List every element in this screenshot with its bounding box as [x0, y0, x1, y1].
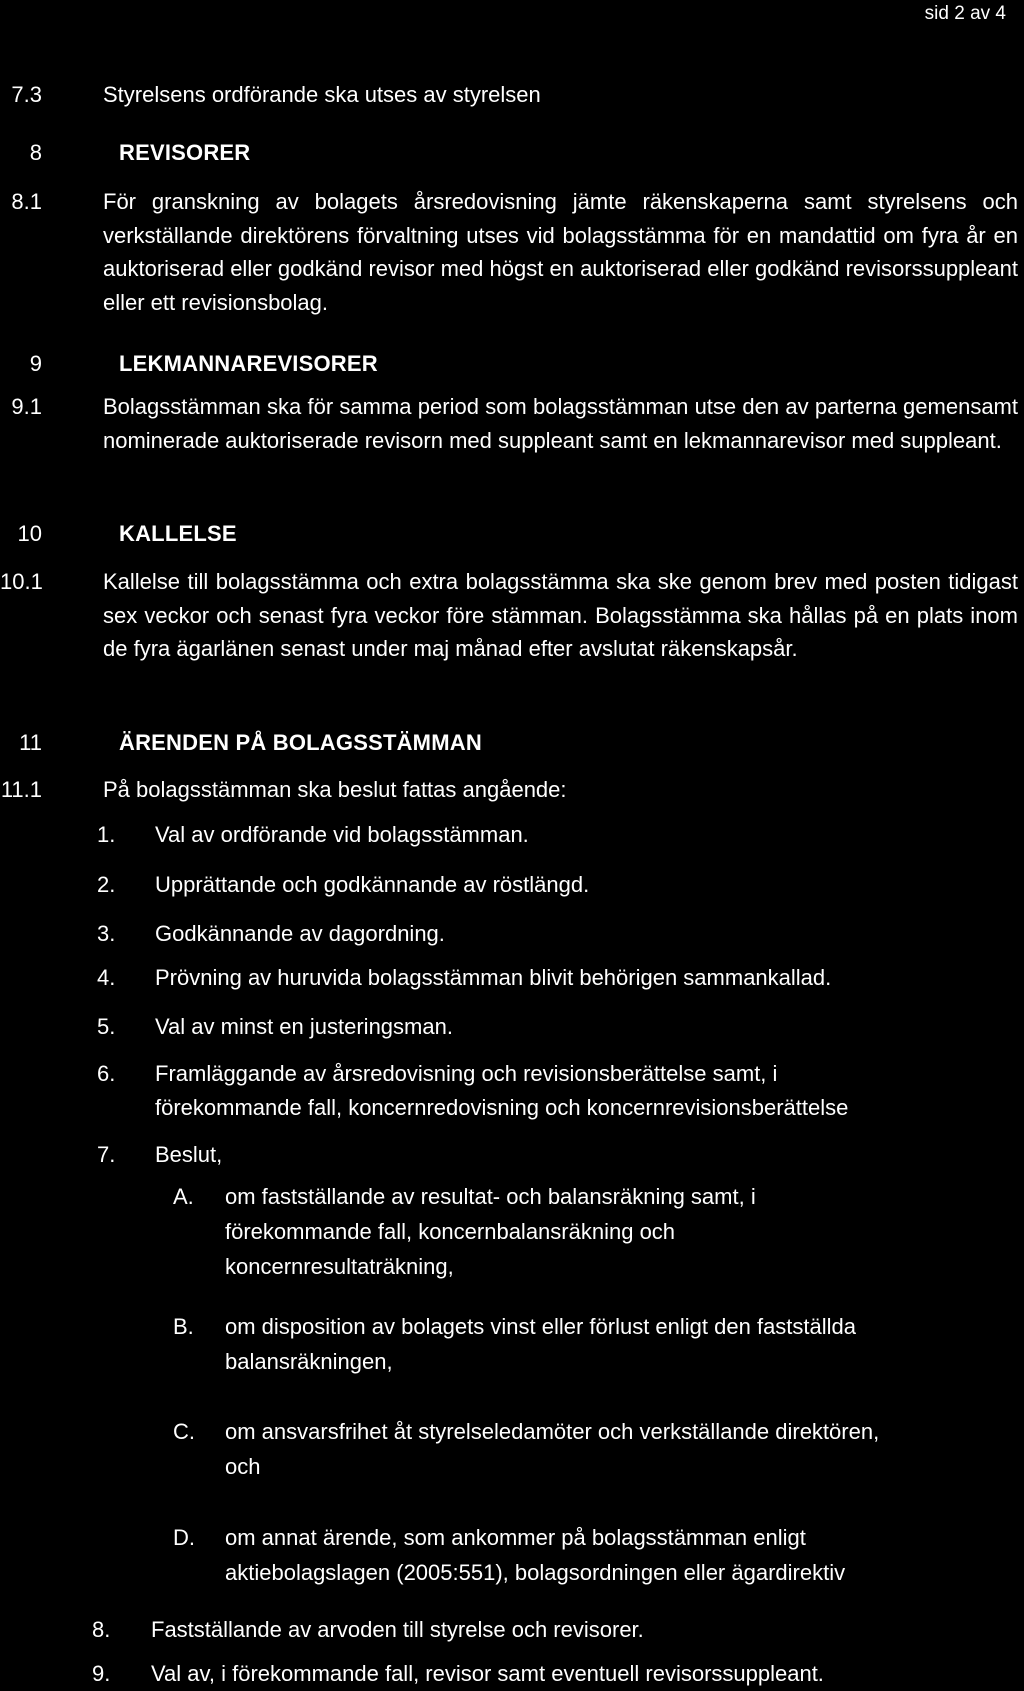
list-item-text: Fastställande av arvoden till styrelse och revisorer. [151, 1617, 644, 1642]
sub-list-item-line: om fastställande av resultat- och balansräkning samt, i [225, 1184, 756, 1209]
section-text: Bolagsstämman ska för samma period som bolagsstämman utse den av parterna gemensamt nominerade auktoriserade revisorn med suppleant samt en lekmannarevisor med suppleant. [103, 394, 1018, 453]
section-text: Kallelse till bolagsstämma och extra bolagsstämma ska ske genom brev med posten tidigast sex veckor och senast fyra veckor före stämman. Bolagsstämma ska hållas på en plats inom de fyra ägarlänen senast under maj månad efter avslutat räkenskapsår. [103, 569, 1018, 661]
sub-list-item-line: om ansvarsfrihet åt styrelseledamöter och verkställande direktören, [225, 1419, 880, 1444]
sub-list-item-letter: D. [173, 1525, 195, 1550]
list-item-number: 2. [97, 872, 116, 897]
section-title: ÄRENDEN PÅ BOLAGSSTÄMMAN [119, 730, 482, 755]
list-item-number: 3. [97, 921, 116, 946]
sub-list-item-line: förekommande fall, koncernbalansräkning och [225, 1219, 676, 1244]
sub-list-item-letter: C. [173, 1419, 195, 1444]
sub-list-item-text [225, 1179, 1010, 1284]
sub-list-item-line: om disposition av bolagets vinst eller förlust enligt den fastställda [225, 1314, 857, 1339]
section-text: På bolagsstämman ska beslut fattas angående: [103, 777, 567, 802]
list-item-number: 7. [97, 1142, 116, 1167]
list-item-line: förekommande fall, koncernredovisning och koncernrevisionsberättelse [155, 1095, 849, 1120]
section-title: KALLELSE [119, 521, 237, 546]
list-item-text: Beslut, [155, 1142, 223, 1167]
list-item-text: Val av ordförande vid bolagsstämman. [155, 822, 529, 847]
sub-list-item-letter: B. [173, 1314, 194, 1339]
list-item-text: Upprättande och godkännande av röstlängd. [155, 872, 590, 897]
sub-list-item-line: balansräkningen, [225, 1349, 393, 1374]
list-item-number: 6. [97, 1061, 116, 1086]
section-text: För granskning av bolagets årsredovisning jämte räkenskaperna samt styrelsens och verkställande direktörens förvaltning utses vid bolagsstämma för en mandattid om fyra år en auktoriserad eller godkänd revisor med högst en auktoriserad eller godkänd revisorssuppleant eller ett revisionsbolag. [103, 189, 1018, 315]
section-number: 7.3 [11, 82, 42, 107]
list-item-number: 4. [97, 965, 116, 990]
list-item-number: 9. [92, 1661, 111, 1686]
sub-list-item-text [225, 1414, 1010, 1484]
list-item-text: Val av, i förekommande fall, revisor samt eventuell revisorssuppleant. [151, 1661, 824, 1686]
list-item-text: Val av minst en justeringsman. [155, 1014, 453, 1039]
list-item-text [155, 1057, 1015, 1125]
sub-list-item-line: koncernresultaträkning, [225, 1254, 454, 1279]
sub-list-item-line: och [225, 1454, 261, 1479]
list-item-number: 8. [92, 1617, 111, 1642]
section-title: LEKMANNAREVISORER [119, 351, 378, 376]
section-title: REVISORER [119, 140, 251, 165]
list-item-line: Framläggande av årsredovisning och revisionsberättelse samt, i [155, 1061, 778, 1086]
section-number: 11 [19, 730, 42, 755]
sub-list-item-line: om annat ärende, som ankommer på bolagsstämman enligt [225, 1525, 806, 1550]
section-number: 9.1 [11, 394, 42, 419]
list-item-number: 5. [97, 1014, 116, 1039]
sub-list-item-letter: A. [173, 1184, 194, 1209]
section-number: 8 [29, 140, 42, 165]
page-number: sid 2 av 4 [924, 3, 1006, 24]
sub-list-item-line: aktiebolagslagen (2005:551), bolagsordningen eller ägardirektiv [225, 1560, 846, 1585]
section-number: 10.1 [0, 569, 43, 594]
section-text: Styrelsens ordförande ska utses av styrelsen [103, 82, 541, 107]
section-number: 10 [17, 521, 42, 546]
section-number: 9 [29, 351, 42, 376]
list-item-text: Prövning av huruvida bolagsstämman blivit behörigen sammankallad. [155, 965, 832, 990]
list-item-number: 1. [97, 822, 116, 847]
list-item-text: Godkännande av dagordning. [155, 921, 445, 946]
section-number: 8.1 [11, 189, 42, 214]
section-number: 11.1 [0, 777, 42, 802]
sub-list-item-text [225, 1309, 1010, 1379]
sub-list-item-text [225, 1520, 1010, 1590]
